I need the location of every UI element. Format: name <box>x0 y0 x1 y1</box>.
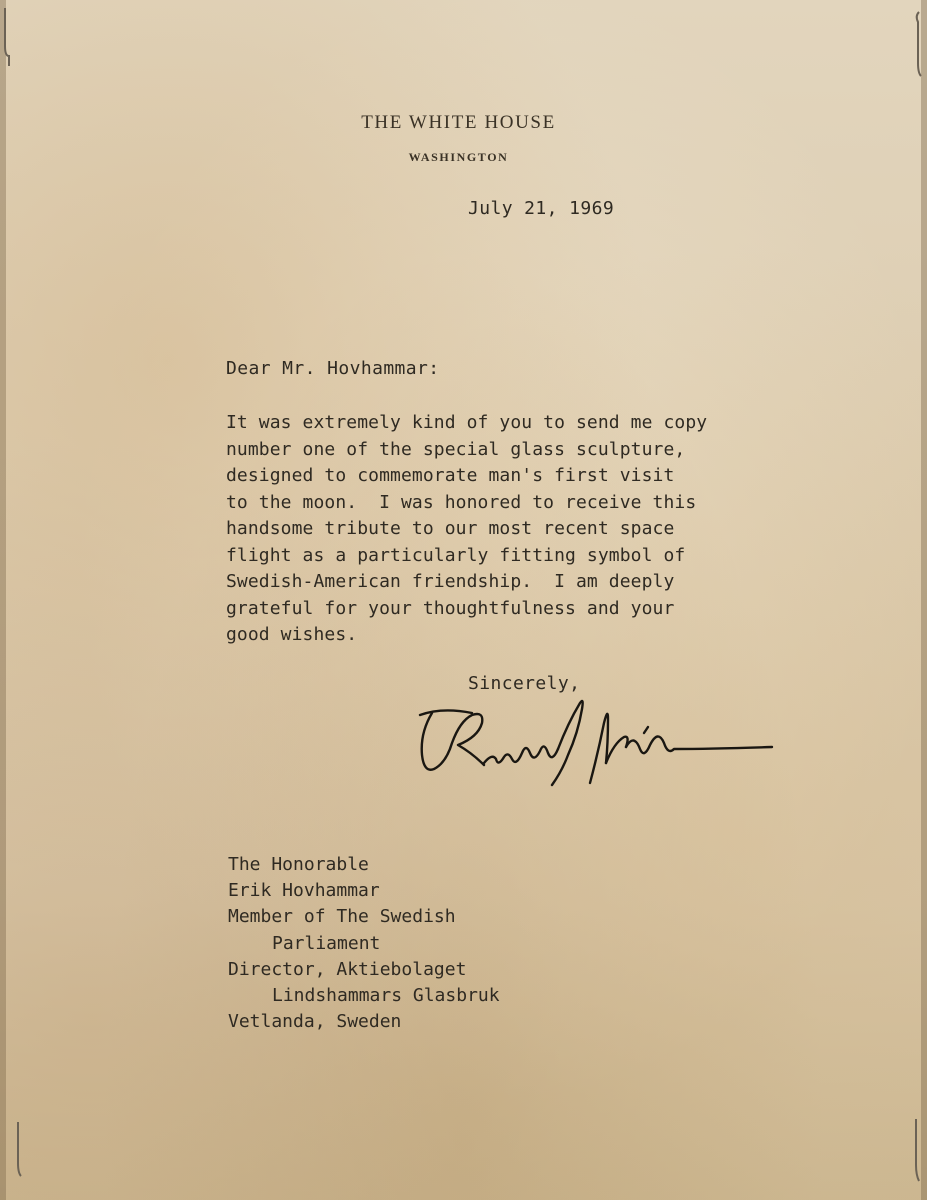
body-line: number one of the special glass sculpture, <box>226 438 686 460</box>
body-line: good wishes. <box>226 624 358 645</box>
frame-clip-icon <box>14 1118 24 1188</box>
letter-date: July 21, 1969 <box>468 198 615 219</box>
letterhead-title: THE WHITE HOUSE <box>361 112 556 133</box>
body-line: It was extremely kind of you to send me copy <box>226 412 708 433</box>
recipient-address <box>228 852 500 1035</box>
letterhead-city: WASHINGTON <box>408 150 509 164</box>
body-line: flight as a particularly fitting symbol of <box>226 544 686 566</box>
right-edge <box>921 0 927 1200</box>
address-line: Erik Hovhammar <box>228 880 380 902</box>
address-line: Vetlanda, Sweden <box>228 1011 402 1033</box>
address-line: Parliament <box>272 932 381 954</box>
letter-salutation: Dear Mr. Hovhammar: <box>226 358 440 379</box>
body-line: grateful for your thoughtfulness and your <box>226 597 675 619</box>
body-line: handsome tribute to our most recent space <box>226 518 675 539</box>
address-line: Director, Aktiebolaget <box>228 958 467 980</box>
body-line: Swedish-American friendship. I am deeply <box>226 571 675 592</box>
frame-clip-icon <box>2 6 12 76</box>
left-edge <box>0 0 6 1200</box>
frame-clip-icon <box>913 8 923 78</box>
address-line: Member of The Swedish <box>228 906 456 928</box>
address-line: The Honorable <box>228 854 369 875</box>
body-line: designed to commemorate man's first visit <box>226 465 675 486</box>
address-line: Lindshammars Glasbruk <box>272 985 500 1007</box>
handwritten-signature <box>412 693 777 793</box>
letter-closing: Sincerely, <box>468 673 581 694</box>
signature-text: Richard Nixon <box>594 791 600 792</box>
body-line: to the moon. I was honored to receive this <box>226 491 697 513</box>
letter-body <box>226 410 707 649</box>
frame-clip-icon <box>911 1115 921 1185</box>
